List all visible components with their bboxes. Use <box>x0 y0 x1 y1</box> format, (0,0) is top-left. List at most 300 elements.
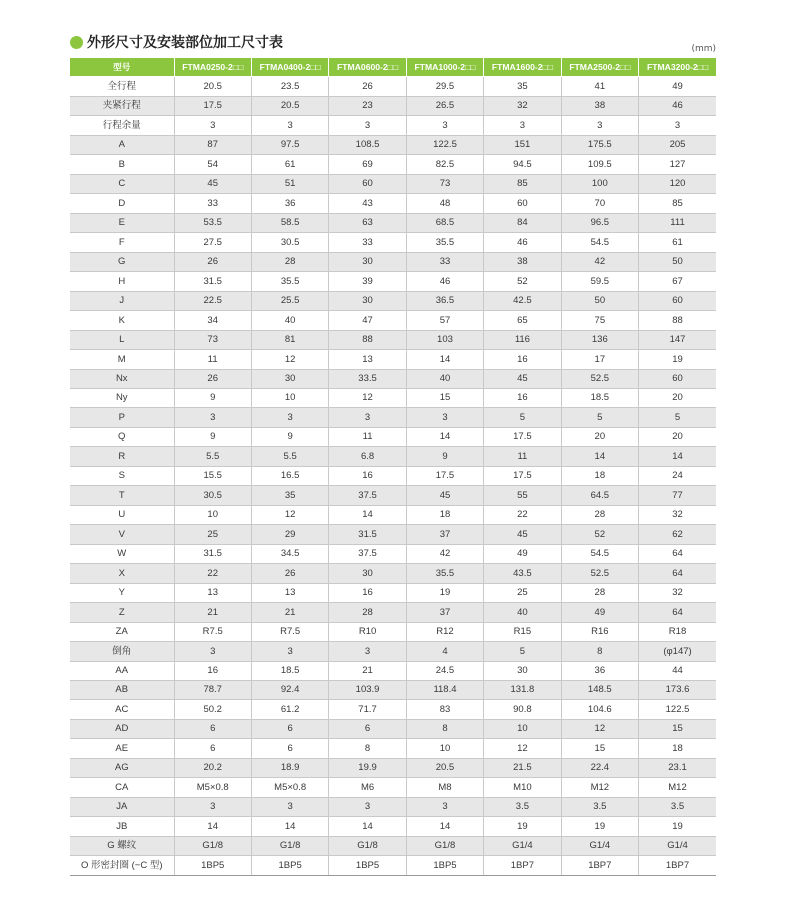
table-row <box>70 388 716 407</box>
table-cell: 9 <box>174 388 251 407</box>
table-cell: 12 <box>251 350 328 369</box>
table-cell: 37 <box>406 603 483 622</box>
table-cell: 28 <box>251 252 328 271</box>
table-cell: 14 <box>174 817 251 836</box>
table-cell: 3 <box>174 797 251 816</box>
table-cell: 47 <box>329 311 406 330</box>
table-cell: 83 <box>406 700 483 719</box>
table-cell: 22.4 <box>561 758 638 777</box>
table-cell: 9 <box>174 427 251 446</box>
table-cell: 111 <box>639 213 716 232</box>
table-cell: 19 <box>639 817 716 836</box>
table-cell: 45 <box>484 369 561 388</box>
table-cell: 30 <box>329 564 406 583</box>
table-cell: 82.5 <box>406 155 483 174</box>
table-cell: 60 <box>329 174 406 193</box>
table-cell: 37 <box>406 525 483 544</box>
table-cell: 11 <box>484 447 561 466</box>
table-cell: 17.5 <box>174 96 251 115</box>
table-cell: 55 <box>484 486 561 505</box>
table-cell: 97.5 <box>251 135 328 154</box>
table-cell: 3.5 <box>561 797 638 816</box>
table-row <box>70 797 716 816</box>
table-cell: 17.5 <box>484 466 561 485</box>
row-label: D <box>70 194 174 213</box>
table-cell: 78.7 <box>174 681 251 700</box>
table-cell: 41 <box>561 77 638 96</box>
table-cell: 54.5 <box>561 544 638 563</box>
table-cell: 104.6 <box>561 700 638 719</box>
table-cell: 88 <box>329 330 406 349</box>
table-row <box>70 330 716 349</box>
table-cell: M5×0.8 <box>251 778 328 797</box>
row-label: 全行程 <box>70 77 174 96</box>
table-cell: 10 <box>406 739 483 758</box>
row-label: Z <box>70 603 174 622</box>
table-cell: 24 <box>639 466 716 485</box>
table-cell: 10 <box>174 505 251 524</box>
table-cell: 1BP5 <box>251 856 328 875</box>
row-label: R <box>70 447 174 466</box>
table-row <box>70 350 716 369</box>
table-cell: 3.5 <box>639 797 716 816</box>
table-cell: 205 <box>639 135 716 154</box>
table-cell: 52 <box>561 525 638 544</box>
table-cell: 3 <box>329 642 406 661</box>
table-cell: 96.5 <box>561 213 638 232</box>
table-cell: 16 <box>329 583 406 602</box>
table-row <box>70 272 716 291</box>
table-cell: 13 <box>174 583 251 602</box>
table-cell: 69 <box>329 155 406 174</box>
row-label: 夹紧行程 <box>70 96 174 115</box>
table-cell: 3 <box>406 797 483 816</box>
table-cell: 21 <box>329 661 406 680</box>
table-cell: 148.5 <box>561 681 638 700</box>
table-row <box>70 116 716 135</box>
table-cell: 23 <box>329 96 406 115</box>
table-cell: 40 <box>406 369 483 388</box>
table-cell: 18 <box>561 466 638 485</box>
table-row <box>70 427 716 446</box>
table-cell: R10 <box>329 622 406 641</box>
table-cell: R15 <box>484 622 561 641</box>
table-cell: 70 <box>561 194 638 213</box>
table-cell: 5 <box>484 408 561 427</box>
row-label: P <box>70 408 174 427</box>
table-cell: 88 <box>639 311 716 330</box>
table-cell: 16 <box>174 661 251 680</box>
table-cell: 75 <box>561 311 638 330</box>
table-row <box>70 622 716 641</box>
table-cell: 3 <box>174 116 251 135</box>
table-cell: 5 <box>561 408 638 427</box>
table-cell: 19 <box>561 817 638 836</box>
table-cell: 3 <box>406 116 483 135</box>
table-cell: 14 <box>406 427 483 446</box>
header-model-col: FTMA3200-2□□ <box>639 58 716 77</box>
table-cell: 1BP5 <box>406 856 483 875</box>
row-label: G 螺纹 <box>70 836 174 855</box>
row-label: AC <box>70 700 174 719</box>
table-cell: 31.5 <box>329 525 406 544</box>
table-cell: 1BP7 <box>561 856 638 875</box>
table-cell: 22 <box>174 564 251 583</box>
table-cell: 20.2 <box>174 758 251 777</box>
table-cell: 5 <box>639 408 716 427</box>
table-cell: 67 <box>639 272 716 291</box>
table-cell: 122.5 <box>639 700 716 719</box>
table-cell: 43.5 <box>484 564 561 583</box>
dimension-table <box>70 58 716 876</box>
table-cell: 77 <box>639 486 716 505</box>
table-cell: 30 <box>329 291 406 310</box>
table-cell: R7.5 <box>251 622 328 641</box>
table-row <box>70 447 716 466</box>
table-cell: 20 <box>561 427 638 446</box>
table-row <box>70 564 716 583</box>
table-cell: M6 <box>329 778 406 797</box>
header-model-col: FTMA2500-2□□ <box>561 58 638 77</box>
table-cell: G1/4 <box>639 836 716 855</box>
table-cell: 48 <box>406 194 483 213</box>
table-row <box>70 719 716 738</box>
table-cell: 46 <box>639 96 716 115</box>
table-cell: 103.9 <box>329 681 406 700</box>
table-cell: 22.5 <box>174 291 251 310</box>
table-cell: R7.5 <box>174 622 251 641</box>
table-cell: 147 <box>639 330 716 349</box>
table-cell: 54 <box>174 155 251 174</box>
table-cell: 21 <box>251 603 328 622</box>
table-cell: 1BP5 <box>329 856 406 875</box>
table-cell: 85 <box>639 194 716 213</box>
table-cell: 45 <box>406 486 483 505</box>
table-cell: 54.5 <box>561 233 638 252</box>
table-cell: 42 <box>406 544 483 563</box>
table-cell: 15 <box>406 388 483 407</box>
table-cell: 1BP7 <box>484 856 561 875</box>
table-cell: 52.5 <box>561 369 638 388</box>
table-row <box>70 291 716 310</box>
table-cell: 30 <box>484 661 561 680</box>
page-title: 外形尺寸及安装部位加工尺寸表 <box>87 35 283 51</box>
row-label: AA <box>70 661 174 680</box>
unit-label: (mm) <box>691 44 716 54</box>
table-cell: 14 <box>406 817 483 836</box>
table-cell: 30.5 <box>174 486 251 505</box>
table-cell: 52.5 <box>561 564 638 583</box>
row-label: AB <box>70 681 174 700</box>
table-cell: R16 <box>561 622 638 641</box>
table-row <box>70 642 716 661</box>
table-cell: 63 <box>329 213 406 232</box>
row-label: T <box>70 486 174 505</box>
table-cell: 94.5 <box>484 155 561 174</box>
table-cell: 29.5 <box>406 77 483 96</box>
table-cell: 34.5 <box>251 544 328 563</box>
header-model-col: FTMA0250-2□□ <box>174 58 251 77</box>
table-cell: 36 <box>561 661 638 680</box>
table-cell: 33.5 <box>329 369 406 388</box>
table-cell: 84 <box>484 213 561 232</box>
table-cell: 6 <box>329 719 406 738</box>
table-cell: 35.5 <box>406 564 483 583</box>
table-cell: 3 <box>484 116 561 135</box>
table-row <box>70 213 716 232</box>
table-cell: 20 <box>639 427 716 446</box>
table-cell: 26.5 <box>406 96 483 115</box>
row-label: H <box>70 272 174 291</box>
table-cell: 11 <box>329 427 406 446</box>
table-cell: 30 <box>251 369 328 388</box>
table-cell: 43 <box>329 194 406 213</box>
table-row <box>70 155 716 174</box>
table-cell: 51 <box>251 174 328 193</box>
table-cell: 60 <box>639 369 716 388</box>
table-cell: 18 <box>639 739 716 758</box>
table-cell: 1BP5 <box>174 856 251 875</box>
table-cell: 19 <box>406 583 483 602</box>
table-cell: 46 <box>484 233 561 252</box>
table-cell: 9 <box>251 427 328 446</box>
table-row <box>70 778 716 797</box>
row-label: CA <box>70 778 174 797</box>
table-cell: 13 <box>329 350 406 369</box>
row-label: AG <box>70 758 174 777</box>
section-heading <box>70 32 283 52</box>
table-cell: 17 <box>561 350 638 369</box>
table-cell: 25 <box>174 525 251 544</box>
table-cell: 68.5 <box>406 213 483 232</box>
row-label: Ny <box>70 388 174 407</box>
row-label: G <box>70 252 174 271</box>
table-cell: 21 <box>174 603 251 622</box>
table-cell: 20.5 <box>174 77 251 96</box>
table-cell: 64 <box>639 564 716 583</box>
row-label: M <box>70 350 174 369</box>
row-label: ZA <box>70 622 174 641</box>
table-cell: R12 <box>406 622 483 641</box>
table-cell: 3 <box>251 797 328 816</box>
table-cell: 3 <box>251 116 328 135</box>
table-cell: 39 <box>329 272 406 291</box>
row-label: X <box>70 564 174 583</box>
table-row <box>70 194 716 213</box>
table-cell: 8 <box>406 719 483 738</box>
table-cell: 25.5 <box>251 291 328 310</box>
table-cell: 73 <box>406 174 483 193</box>
table-cell: 20.5 <box>406 758 483 777</box>
table-cell: 29 <box>251 525 328 544</box>
table-cell: 30 <box>329 252 406 271</box>
table-cell: 60 <box>639 291 716 310</box>
table-row <box>70 603 716 622</box>
table-cell: R18 <box>639 622 716 641</box>
table-row <box>70 661 716 680</box>
table-cell: 3 <box>406 408 483 427</box>
table-cell: 36 <box>251 194 328 213</box>
table-cell: 20.5 <box>251 96 328 115</box>
row-label: F <box>70 233 174 252</box>
table-row <box>70 583 716 602</box>
header-model-col: FTMA1000-2□□ <box>406 58 483 77</box>
row-label: JB <box>70 817 174 836</box>
table-cell: 28 <box>329 603 406 622</box>
table-cell: 37.5 <box>329 486 406 505</box>
table-cell: G1/8 <box>251 836 328 855</box>
table-cell: 14 <box>329 817 406 836</box>
table-cell: 46 <box>406 272 483 291</box>
table-cell: 1BP7 <box>639 856 716 875</box>
table-cell: 3 <box>174 408 251 427</box>
header-model-col: FTMA0600-2□□ <box>329 58 406 77</box>
table-cell: 49 <box>561 603 638 622</box>
table-row <box>70 135 716 154</box>
table-cell: 73 <box>174 330 251 349</box>
table-cell: 14 <box>639 447 716 466</box>
table-cell: 12 <box>484 739 561 758</box>
table-cell: 15 <box>561 739 638 758</box>
table-cell: 50.2 <box>174 700 251 719</box>
table-cell: 100 <box>561 174 638 193</box>
table-cell: 37.5 <box>329 544 406 563</box>
table-cell: 21.5 <box>484 758 561 777</box>
table-cell: 19 <box>484 817 561 836</box>
table-row <box>70 369 716 388</box>
table-cell: 120 <box>639 174 716 193</box>
table-cell: G1/8 <box>329 836 406 855</box>
table-row <box>70 681 716 700</box>
table-cell: 33 <box>329 233 406 252</box>
table-cell: 33 <box>406 252 483 271</box>
table-cell: 6 <box>251 739 328 758</box>
table-cell: 12 <box>561 719 638 738</box>
table-cell: 18.5 <box>251 661 328 680</box>
table-cell: 10 <box>251 388 328 407</box>
table-cell: 13 <box>251 583 328 602</box>
table-cell: 71.7 <box>329 700 406 719</box>
table-cell: 28 <box>561 583 638 602</box>
table-cell: 45 <box>174 174 251 193</box>
table-row <box>70 311 716 330</box>
table-cell: 14 <box>251 817 328 836</box>
table-cell: 122.5 <box>406 135 483 154</box>
table-cell: 32 <box>639 583 716 602</box>
table-row <box>70 836 716 855</box>
table-cell: 50 <box>561 291 638 310</box>
table-cell: 62 <box>639 525 716 544</box>
table-row <box>70 505 716 524</box>
table-cell: 8 <box>329 739 406 758</box>
table-cell: 34 <box>174 311 251 330</box>
header-model-col: FTMA0400-2□□ <box>251 58 328 77</box>
table-row <box>70 758 716 777</box>
table-cell: 10 <box>484 719 561 738</box>
table-cell: 42 <box>561 252 638 271</box>
table-cell: M10 <box>484 778 561 797</box>
table-cell: 42.5 <box>484 291 561 310</box>
table-cell: 3.5 <box>484 797 561 816</box>
row-label: O 形密封圈 (−C 型) <box>70 856 174 875</box>
table-cell: 52 <box>484 272 561 291</box>
table-cell: 4 <box>406 642 483 661</box>
table-cell: (φ147) <box>639 642 716 661</box>
table-cell: 32 <box>484 96 561 115</box>
table-cell: 50 <box>639 252 716 271</box>
table-cell: 35.5 <box>251 272 328 291</box>
table-cell: 5 <box>484 642 561 661</box>
table-cell: 26 <box>174 252 251 271</box>
row-label: 倒角 <box>70 642 174 661</box>
table-cell: 31.5 <box>174 544 251 563</box>
row-label: S <box>70 466 174 485</box>
table-cell: 6 <box>174 739 251 758</box>
table-cell: 11 <box>174 350 251 369</box>
table-cell: 15 <box>639 719 716 738</box>
table-row <box>70 486 716 505</box>
row-label: B <box>70 155 174 174</box>
row-label: E <box>70 213 174 232</box>
table-cell: 24.5 <box>406 661 483 680</box>
table-cell: 90.8 <box>484 700 561 719</box>
table-row <box>70 252 716 271</box>
table-cell: 3 <box>329 408 406 427</box>
table-row <box>70 233 716 252</box>
table-cell: 14 <box>406 350 483 369</box>
table-cell: 64 <box>639 544 716 563</box>
table-cell: 31.5 <box>174 272 251 291</box>
table-cell: 30.5 <box>251 233 328 252</box>
table-cell: 22 <box>484 505 561 524</box>
table-cell: 17.5 <box>484 427 561 446</box>
table-row <box>70 525 716 544</box>
table-cell: 49 <box>639 77 716 96</box>
table-cell: 17.5 <box>406 466 483 485</box>
table-cell: 8 <box>561 642 638 661</box>
table-cell: 18.5 <box>561 388 638 407</box>
table-cell: 6 <box>251 719 328 738</box>
table-cell: 38 <box>561 96 638 115</box>
row-label: Nx <box>70 369 174 388</box>
row-label: V <box>70 525 174 544</box>
table-cell: 109.5 <box>561 155 638 174</box>
table-cell: 18.9 <box>251 758 328 777</box>
table-cell: 116 <box>484 330 561 349</box>
table-row <box>70 466 716 485</box>
table-cell: 35.5 <box>406 233 483 252</box>
table-cell: 64.5 <box>561 486 638 505</box>
table-cell: G1/8 <box>174 836 251 855</box>
row-label: Q <box>70 427 174 446</box>
table-cell: 38 <box>484 252 561 271</box>
table-cell: G1/8 <box>406 836 483 855</box>
table-row <box>70 817 716 836</box>
table-cell: 131.8 <box>484 681 561 700</box>
table-cell: 3 <box>329 116 406 135</box>
table-cell: 23.1 <box>639 758 716 777</box>
row-label: 行程余量 <box>70 116 174 135</box>
table-cell: 59.5 <box>561 272 638 291</box>
row-label: Y <box>70 583 174 602</box>
row-label: U <box>70 505 174 524</box>
table-cell: 3 <box>639 116 716 135</box>
table-cell: 87 <box>174 135 251 154</box>
table-cell: 14 <box>561 447 638 466</box>
table-row <box>70 739 716 758</box>
header-model: 型号 <box>70 58 174 77</box>
table-cell: 45 <box>484 525 561 544</box>
